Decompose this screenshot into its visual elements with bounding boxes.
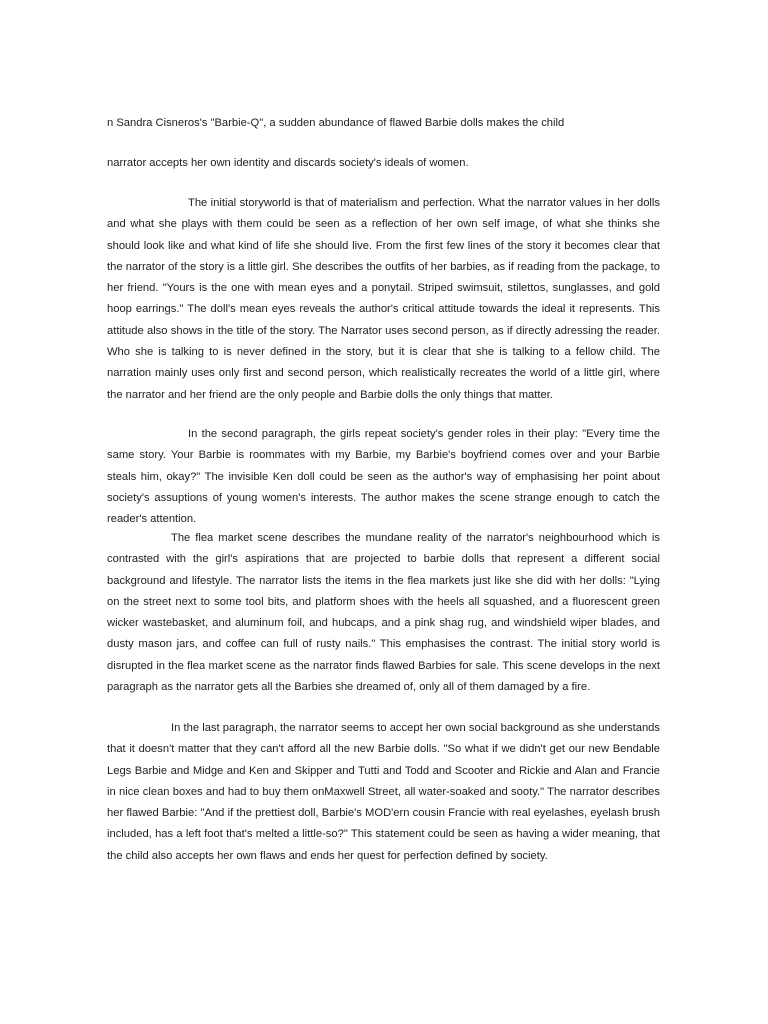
intro-line-1: n Sandra Cisneros's "Barbie-Q", a sudden abundance of flawed Barbie dolls makes the child bbox=[107, 117, 565, 129]
paragraph-gender-roles: In the second paragraph, the girls repeat society's gender roles in their play: "Every time the same story. Your Barbie is roommates with my Barbie, my Barbie's boyfriend comes over and your Barbie steals him, okay?" The invisible Ken doll could be seen as the author's way of emphasising her point about society's assuptions of young women's interests. The author makes the scene strange enough to catch the reader's attention. bbox=[107, 428, 660, 526]
paragraph-storyworld: The initial storyworld is that of materialism and perfection. What the narrator values in her dolls and what she plays with them could be seen as a reflection of her own self image, of what she thinks she should look like and what kind of life she should live. From the first few lines of the story it becomes clear that the narrator of the story is a little girl. She describes the outfits of her barbies, as if reading from the package, to her friend. "Yours is the one with mean eyes and a ponytail. Striped swimsuit, stilettos, sunglasses, and gold hoop earrings." The doll's mean eyes reveals the author's critical attitude towards the ideal it represents. This attitude also shows in the title of the story. The Narrator uses second person, as if directly adressing the reader. Who she is talking to is never defined in the story, but it is clear that she is talking to a fellow child. The narration mainly uses only first and second person, which realistically recreates the world of a little girl, where the narrator and her friend are the only people and Barbie dolls the only things that matter. bbox=[107, 197, 660, 401]
paragraph-flea-market: The flea market scene describes the mundane reality of the narrator's neighbourhood which is contrasted with the girl's aspirations that are projected to barbie dolls that represent a different social background and lifestyle. The narrator lists the items in the flea markets just like she did with her dolls: "Lying on the street next to some tool bits, and platform shoes with the heels all squashed, and a fluorescent green wicker wastebasket, and aluminum foil, and hubcaps, and a pink shag rug, and windshield wiper blades, and dusty mason jars, and coffee can full of rusty nails." This emphasises the contrast. The initial story world is disrupted in the flea market scene as the narrator finds flawed Barbies for sale. This scene develops in the next paragraph as the narrator gets all the Barbies she dreamed of, only all of them damaged by a fire. bbox=[107, 532, 660, 694]
paragraph-last: In the last paragraph, the narrator seems to accept her own social background as she understands that it doesn't matter that they can't afford all the new Barbie dolls. "So what if we didn't get our new Bendable Legs Barbie and Midge and Ken and Skipper and Tutti and Todd and Scooter and Rickie and Alan and Francie in nice clean boxes and had to buy them onMaxwell Street, all water-soaked and sooty." The narrator describes her flawed Barbie: "And if the prettiest doll, Barbie's MOD'ern cousin Francie with real eyelashes, eyelash brush included, has a left foot that's melted a little-so?" This statement could be seen as having a wider meaning, that the child also accepts her own flaws and ends her quest for perfection defined by society. bbox=[107, 722, 660, 862]
intro-line-2: narrator accepts her own identity and discards society's ideals of women. bbox=[107, 157, 469, 169]
